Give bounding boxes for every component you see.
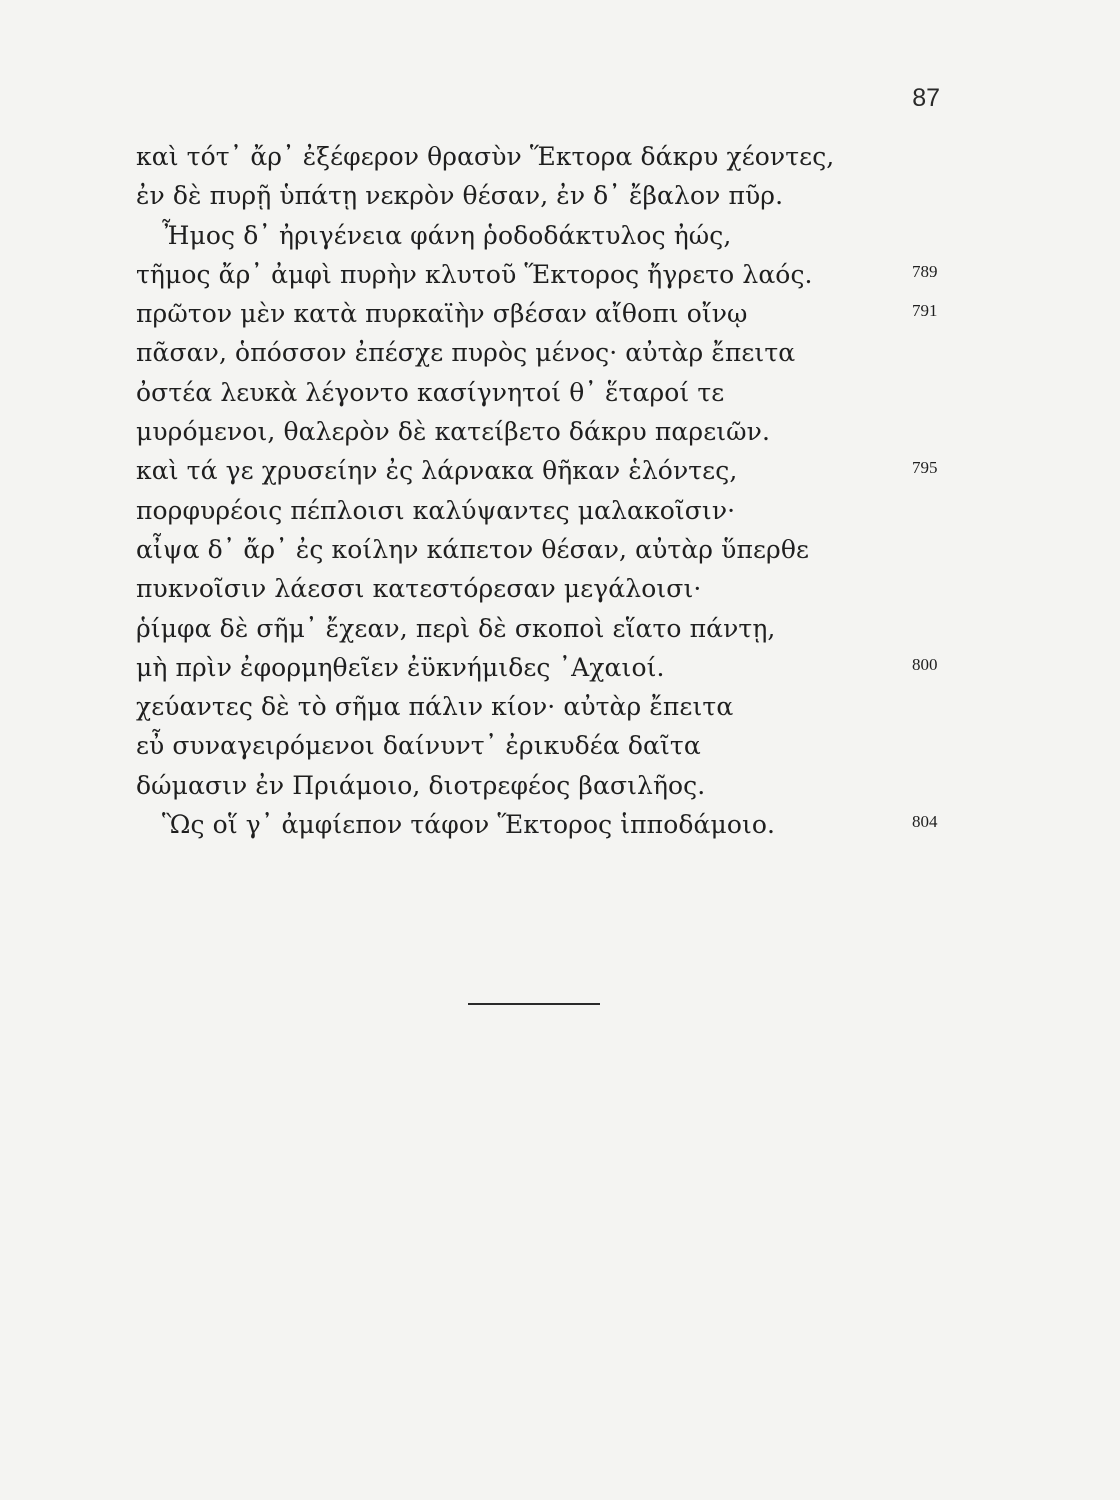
verse-line xyxy=(0,221,1120,260)
verse-text: δώμασιν ἐν Πριάμοιο, διοτρεφέος βασιλῆος. xyxy=(136,770,706,800)
verse-text: τῆμος ἄρ᾿ ἀμφὶ πυρὴν κλυτοῦ Ἕκτορος ἤγρετο λαός. xyxy=(136,259,813,289)
verse-line xyxy=(0,417,1120,456)
line-number: 789 xyxy=(912,261,938,281)
verse-line xyxy=(0,181,1120,220)
verse-line xyxy=(0,456,1120,495)
verse-line xyxy=(0,142,1120,181)
verse-line xyxy=(0,496,1120,535)
verse-line xyxy=(0,692,1120,731)
verse-line xyxy=(0,299,1120,338)
line-number: 800 xyxy=(912,654,938,674)
page-number: 87 xyxy=(912,84,940,112)
verse-text: ὀστέα λευκὰ λέγοντο κασίγνητοί θ᾿ ἕταροί τε xyxy=(136,377,725,407)
line-number: 791 xyxy=(912,301,938,321)
verse-text: πᾶσαν, ὁπόσσον ἐπέσχε πυρὸς μένος· αὐτὰρ ἔπειτα xyxy=(136,338,796,368)
verse-text: καὶ τά γε χρυσείην ἐς λάρνακα θῆκαν ἑλόντες, xyxy=(136,456,738,486)
verse-text: ἐν δὲ πυρῇ ὑπάτῃ νεκρὸν θέσαν, ἐν δ᾿ ἔβαλον πῦρ. xyxy=(136,181,784,211)
verse-line xyxy=(0,653,1120,692)
verse-text: ῥίμφα δὲ σῆμ᾿ ἔχεαν, περὶ δὲ σκοποὶ εἵατο πάντῃ, xyxy=(136,613,776,643)
line-number: 795 xyxy=(912,458,938,478)
verse-line xyxy=(0,771,1120,810)
verse-text: εὖ συναγειρόμενοι δαίνυντ᾿ ἐρικυδέα δαῖτα xyxy=(136,731,701,761)
verse-line xyxy=(0,810,1120,849)
verse-text: πορφυρέοις πέπλοισι καλύψαντες μαλακοῖσιν· xyxy=(136,495,736,525)
verse-line xyxy=(0,260,1120,299)
verse-line xyxy=(0,731,1120,770)
verse-line xyxy=(0,378,1120,417)
verse-text: Ὣς οἵ γ᾿ ἀμφίεπον τάφον Ἕκτορος ἱπποδάμοιο. xyxy=(162,810,776,840)
line-number: 804 xyxy=(912,812,938,832)
verse-text: μὴ πρὶν ἐφορμηθεῖεν ἐϋκνήμιδες ᾿Αχαιοί. xyxy=(136,652,665,682)
verse-text: Ἦμος δ᾿ ἠριγένεια φάνη ῥοδοδάκτυλος ἠώς, xyxy=(162,220,732,250)
verse-text: πυκνοῖσιν λάεσσι κατεστόρεσαν μεγάλοισι· xyxy=(136,574,702,604)
verse-text: καὶ τότ᾿ ἄρ᾿ ἐξέφερον θρασὺν Ἕκτορα δάκρυ χέοντες, xyxy=(136,142,835,171)
verse-text: αἶψα δ᾿ ἄρ᾿ ἐς κοίλην κάπετον θέσαν, αὐτὰρ ὕπερθε xyxy=(136,534,810,564)
end-rule-divider xyxy=(468,1003,600,1005)
verse-text: μυρόμενοι, θαλερὸν δὲ κατείβετο δάκρυ παρειῶν. xyxy=(136,417,770,447)
verse-line xyxy=(0,614,1120,653)
poem-text xyxy=(0,142,1120,849)
verse-line xyxy=(0,574,1120,613)
verse-text: πρῶτον μὲν κατὰ πυρκαϊὴν σβέσαν αἴθοπι οἴνῳ xyxy=(136,299,748,329)
verse-line xyxy=(0,338,1120,377)
verse-line xyxy=(0,535,1120,574)
verse-text: χεύαντες δὲ τὸ σῆμα πάλιν κίον· αὐτὰρ ἔπειτα xyxy=(136,692,734,722)
